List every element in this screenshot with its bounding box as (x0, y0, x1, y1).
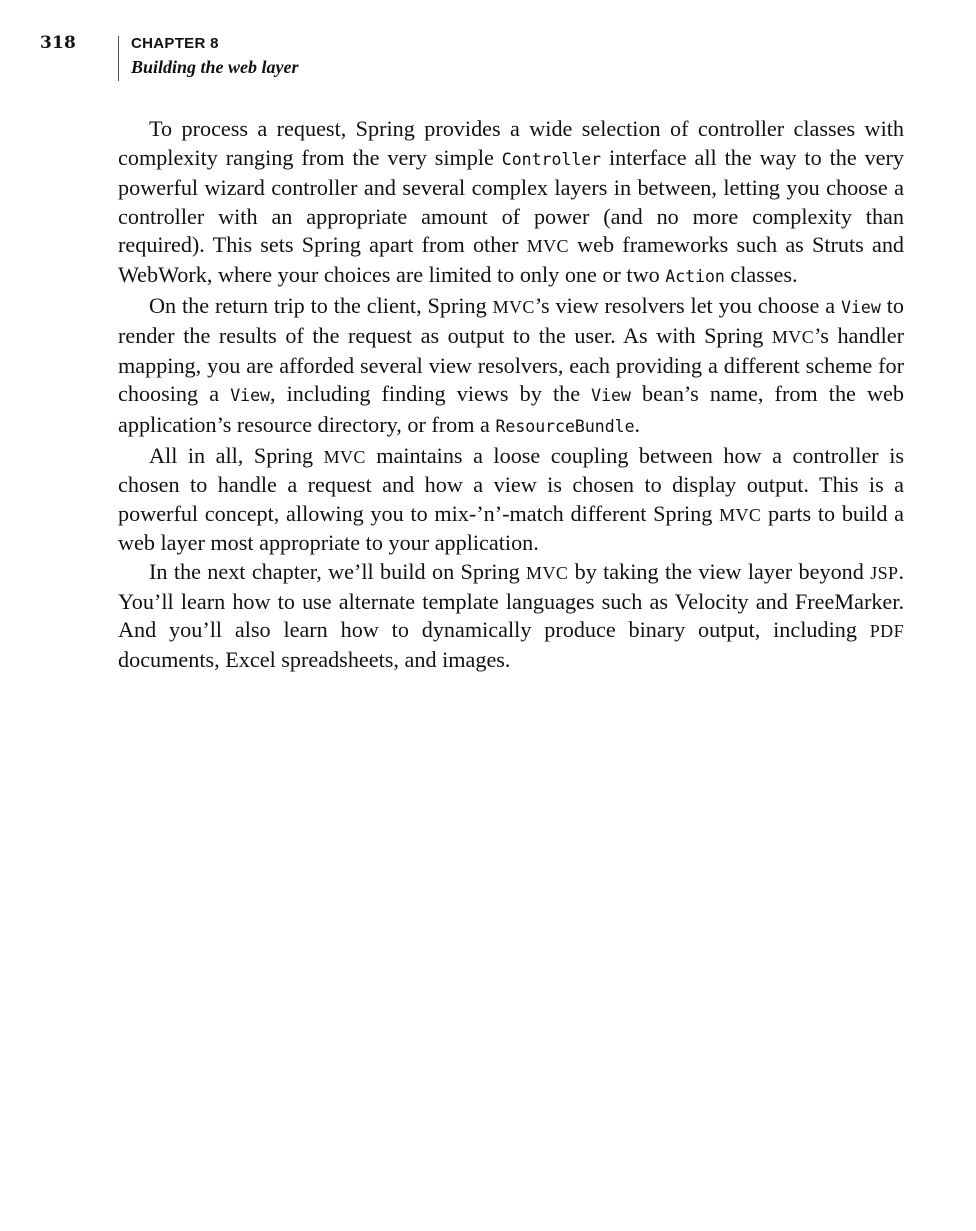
chapter-title: Building the web layer (131, 57, 299, 77)
abbr-pdf: PDF (869, 621, 904, 642)
text-segment: documents, Excel spreadsheets, and images. (118, 646, 511, 672)
text-segment: To process a request, Spring provides a wide selection of controller classes with complexity ranging from the very simple (118, 116, 904, 170)
chapter-label: CHAPTER 8 (131, 35, 219, 52)
text-segment: web frameworks such as Struts and WebWork, where your choices are limited to only one or two (118, 232, 905, 287)
code-view: View (841, 297, 881, 317)
code-controller: Controller (501, 149, 602, 169)
paragraph-2 (118, 292, 904, 442)
text-segment: . (634, 411, 641, 437)
text-segment: by taking the view layer beyond (568, 558, 871, 584)
abbr-jsp: JSP (870, 562, 899, 583)
code-resourcebundle: ResourceBundle (495, 416, 635, 436)
text-segment: In the next chapter, we’ll build on Spring (149, 558, 527, 584)
text-segment: ’s view resolvers let you choose a (534, 292, 842, 318)
text-segment: parts to build a web layer most appropriate to your application. (118, 500, 904, 556)
text-segment: to render the results of the request as output to the user. As with Spring (118, 292, 904, 349)
paragraph-3 (118, 442, 904, 558)
text-segment: , including finding views by the (269, 381, 592, 407)
text-segment: bean’s name, from the web application’s resource directory, or from a (118, 381, 904, 437)
text-segment: interface all the way to the very powerful wizard controller and several complex layers in between, letting you choose a controller with an appropriate amount of power (and no more complexity than required). This sets Spring apart from other (118, 144, 904, 258)
paragraph-1 (118, 115, 904, 292)
text-segment: On the return trip to the client, Spring (149, 292, 493, 318)
text-segment: classes. (724, 261, 798, 287)
code-action: Action (665, 266, 725, 286)
text-segment: ’s handler mapping, you are afforded several view resolvers, each providing a different scheme for choosing a (118, 323, 904, 407)
text-segment: maintains a loose coupling between how a controller is chosen to handle a request and how a view is chosen to display output. This is a powerful concept, allowing you to mix-’n’-match different Spring (118, 442, 904, 526)
abbr-mvc: MVC (492, 296, 535, 317)
text-segment: . You’ll learn how to use alternate template languages such as Velocity and FreeMarker. And you’ll also learn how to dynamically produce binary output, including (118, 558, 904, 643)
abbr-mvc: MVC (323, 446, 366, 467)
page-number: 318 (40, 33, 77, 53)
code-view: View (230, 386, 270, 406)
abbr-mvc: MVC (719, 504, 762, 525)
abbr-mvc: MVC (526, 562, 569, 583)
body-text (118, 115, 904, 674)
header-divider (118, 36, 119, 81)
text-segment: All in all, Spring (149, 442, 324, 468)
paragraph-4 (118, 558, 904, 674)
code-view: View (591, 386, 631, 406)
abbr-mvc: MVC (771, 327, 815, 348)
abbr-mvc: MVC (526, 236, 569, 257)
